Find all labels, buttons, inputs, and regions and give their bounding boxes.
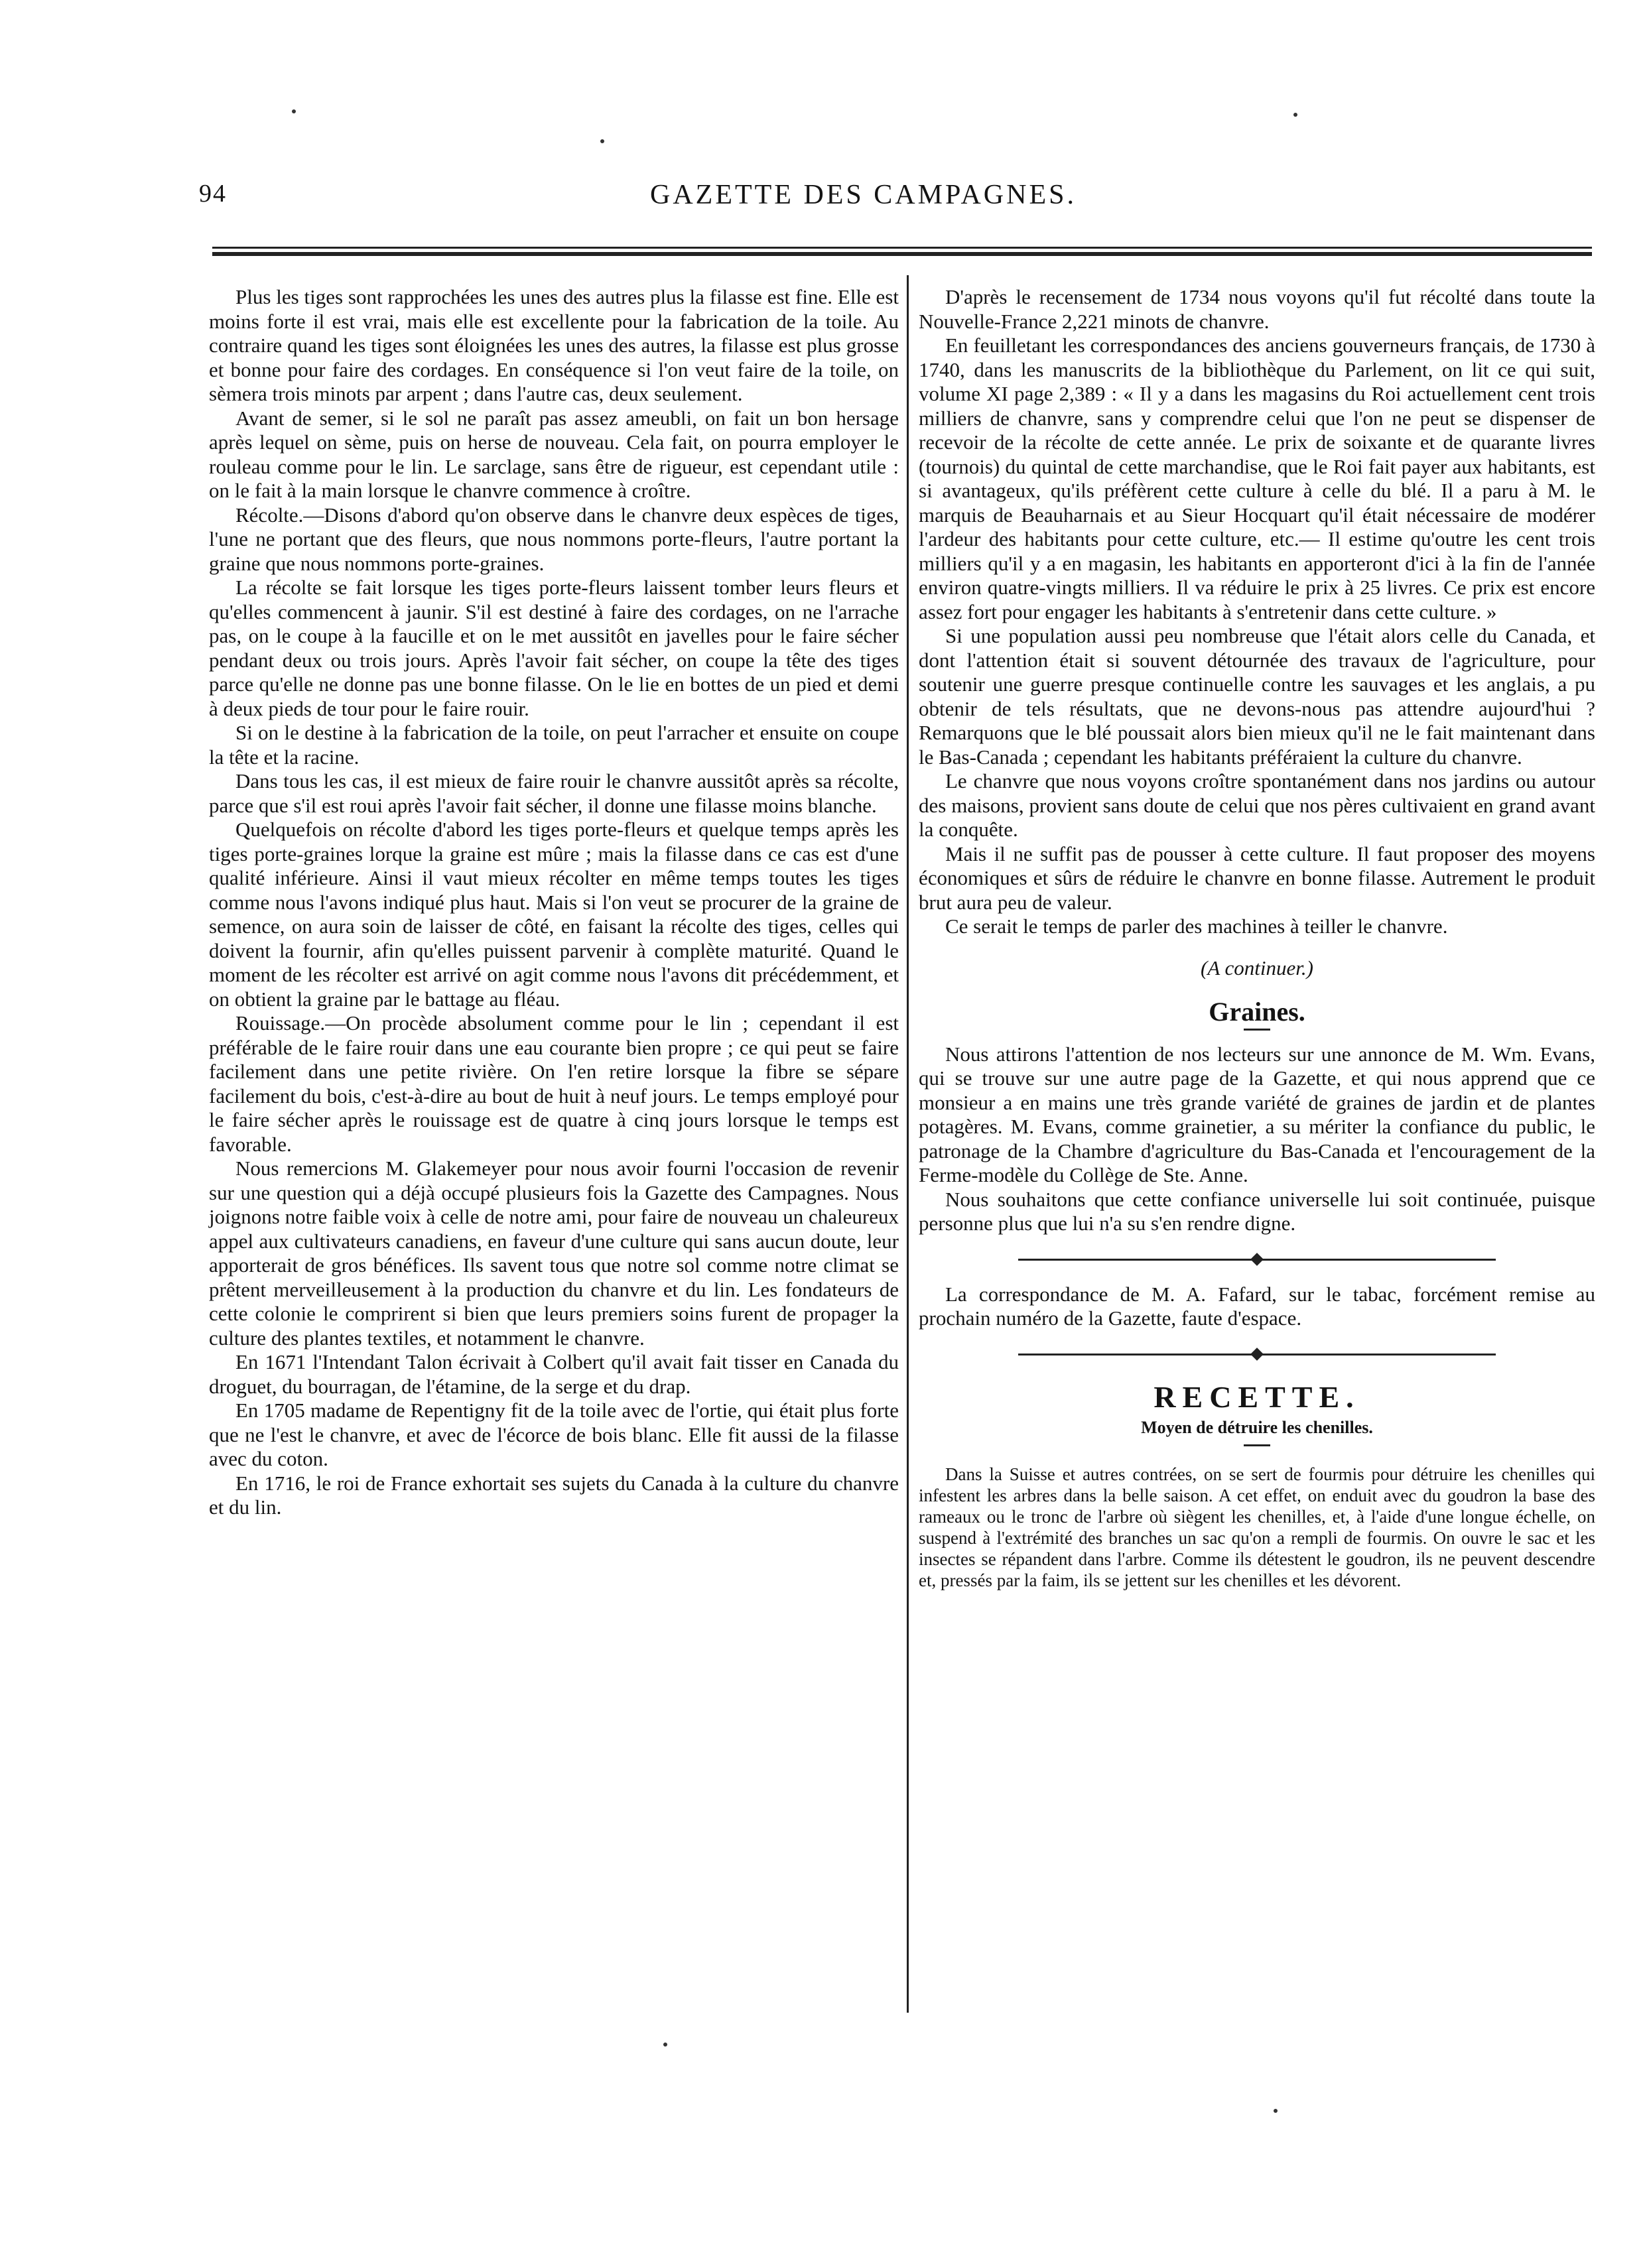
- page-header: [199, 179, 1592, 219]
- paragraph: Si une population aussi peu nombreuse que l'était alors celle du Canada, et dont l'attention était si souvent détournée des travaux de l'agriculture, pour soutenir une guerre presque continuelle contre les sauvages et les anglais, a pu obtenir de tels résultats, que ne devons-nous pas attendre aujourd'hui ? Remarquons que le blé poussait alors bien mieux qu'il ne le fait maintenant dans le Bas-Canada ; cependant les habitants préféraient la culture du chanvre.: [919, 624, 1595, 769]
- section-dash: [1244, 1029, 1270, 1031]
- paragraph: En 1705 madame de Repentigny fit de la toile avec de l'ortie, qui était plus forte que ne l'est le chanvre, et avec de l'écorce de bois blanc. Elle fit aussi de la filasse avec du coton.: [209, 1399, 899, 1470]
- paragraph: Mais il ne suffit pas de pousser à cette culture. Il faut proposer des moyens économiques et sûrs de réduire le chanvre en bonne filasse. Autrement le produit brut aura peu de valeur.: [919, 842, 1595, 914]
- paragraph: D'après le recensement de 1734 nous voyons qu'il fut récolté dans toute la Nouvelle-France 2,221 minots de chanvre.: [919, 285, 1595, 333]
- print-speck: [1274, 2109, 1278, 2113]
- paragraph: Si on le destine à la fabrication de la toile, on peut l'arracher et ensuite on coupe la tête et la racine.: [209, 721, 899, 769]
- print-speck: [600, 139, 604, 143]
- paragraph: Avant de semer, si le sol ne paraît pas assez ameubli, on fait un bon hersage après lequel on sème, puis on herse de nouveau. Cela fait, on pourra employer le rouleau comme pour le lin. Le sarclage, sans être de rigueur, est cependant utile : on le fait à la main lorsque le chanvre commence à croître.: [209, 406, 899, 502]
- paragraph: Quelquefois on récolte d'abord les tiges porte-fleurs et quelque temps après les tiges porte-graines lorque la graine est mûre ; mais la filasse dans ce cas est d'une qualité inférieure. Ainsi il vaut mieux récolter en même temps toutes les tiges comme nous l'avons indiqué plus haut. Mais si l'on veut se procurer de la graine de semence, on aura soin de laisser de côté, en faisant la récolte des tiges, celles qui doivent la fournir, afin qu'elles puissent parvenir à complète maturité. Quand le moment de les récolter est arrivé on agit comme nous l'avons dit précédemment, et on obtient la graine par le battage au fléau.: [209, 818, 899, 1011]
- paragraph: Nous attirons l'attention de nos lecteurs sur une annonce de M. Wm. Evans, qui se trouve sur une autre page de la Gazette, et qui nous apprend que ce monsieur a en mains une très grande variété de graines de jardin et de plantes potagères. M. Evans, comme grainetier, a su mériter la confiance du public, le patronage de la Chambre d'agriculture du Bas-Canada et l'encouragement de la Ferme-modèle du Collège de Ste. Anne.: [919, 1042, 1595, 1186]
- graines-heading: Graines.: [1209, 997, 1305, 1027]
- paragraph: La récolte se fait lorsque les tiges porte-fleurs laissent tomber leurs fleurs et qu'elles commencent à jaunir. S'il est destiné à faire des cordages, on ne l'arrache pas, on le coupe à la faucille et on le met aussitôt en javelles pour le faire sécher pendant deux ou trois jours. Après l'avoir fait sécher, on coupe la tête des tiges parce qu'elle ne donne pas une bonne filasse. On le lie en bottes de un pied et demi à deux pieds de tour pour le faire rouir.: [209, 576, 899, 720]
- right-column: [919, 285, 1595, 1591]
- ornamental-divider: [919, 1249, 1595, 1269]
- paragraph: Récolte.—Disons d'abord qu'on observe dans le chanvre deux espèces de tiges, l'une ne portant que des fleurs, que nous nommons porte-fleurs, l'autre portant la graine que nous nommons porte-graines.: [209, 503, 899, 575]
- paragraph: En feuilletant les correspondances des anciens gouverneurs français, de 1730 à 1740, dans les manuscrits de la bibliothèque du Parlement, on lit ce qui suit, volume XI page 2,389 : « Il y a dans les magasins du Roi actuellement cent trois milliers de chanvre, sans y comprendre celui que l'on ne peut se dispenser de recevoir de la récolte de cette année. Le prix de soixante et de quarante livres (tournois) du quintal de cette marchandise, que le Roi fait payer aux habitants, est si avantageux, qu'ils préfèrent cette culture à celle du blé. Il a paru à M. le marquis de Beauharnais et au Sieur Hocquart qu'il était nécessaire de modérer l'ardeur des habitants pour cette culture, etc.— Il estime qu'outre les cent trois milliers qu'il y a en magasin, les habitants en apporteront d'ici à la fin de l'année environ quatre-vingts milliers. Il va réduire le prix à 25 livres. Ce prix est encore assez fort pour engager les habitants à s'entretenir dans cette culture. »: [919, 334, 1595, 623]
- recette-body: Dans la Suisse et autres contrées, on se sert de fourmis pour détruire les chenilles qui infestent les arbres dans la belle saison. A cet effet, on enduit avec du goudron la base des rameaux ou le tronc de l'arbre où siègent les chenilles, et, à l'aide d'une longue échelle, on suspend à l'extrémité des branches un sac qu'on a rempli de fourmis. On ouvre le sac et les insectes se répandent dans l'arbre. Comme ils détestent le goudron, ils ne peuvent descendre et, pressés par la faim, ils se jettent sur les chenilles et les dévorent.: [919, 1464, 1595, 1590]
- paragraph: En 1716, le roi de France exhortait ses sujets du Canada à la culture du chanvre et du lin.: [209, 1471, 899, 1519]
- paragraph: Plus les tiges sont rapprochées les unes des autres plus la filasse est fine. Elle est moins forte il est vrai, mais elle est excellente pour la fabrication de la toile. Au contraire quand les tiges sont éloignées les unes des autres, la filasse est plus grosse et bonne pour faire des cordages. En conséquence si l'on veut faire de la toile, on sèmera trois minots par arpent ; dans l'autre cas, deux seulement.: [209, 285, 899, 405]
- paragraph: Dans tous les cas, il est mieux de faire rouir le chanvre aussitôt après sa récolte, parce que s'il est roui après l'avoir fait sécher, il donne une filasse moins blanche.: [209, 769, 899, 817]
- header-rule-thick: [212, 252, 1592, 256]
- recette-subheading: Moyen de détruire les chenilles.: [1141, 1418, 1373, 1437]
- paragraph: Nous remercions M. Glakemeyer pour nous avoir fourni l'occasion de revenir sur une question qui a déjà occupé plusieurs fois la Gazette des Campagnes. Nous joignons notre faible voix à celle de notre ami, pour faire de nouveau un chaleureux appel aux cultivateurs canadiens, en faveur d'une culture qui sans aucun doute, leur apporterait de gros bénéfices. Ils savent tous que notre sol comme notre climat se prêtent merveilleusement à la production du chanvre et du lin. Les fondateurs de cette colonie le comprirent si bien que leurs premiers soins furent de propager la culture des plantes textiles, et notamment le chanvre.: [209, 1157, 899, 1350]
- to-be-continued: (A continuer.): [1201, 956, 1313, 979]
- recette-heading: RECETTE.: [1153, 1379, 1360, 1414]
- paragraph: Le chanvre que nous voyons croître spontanément dans nos jardins ou autour des maisons, provient sans doute de celui que nos pères cultivaient en grand avant la conquête.: [919, 769, 1595, 841]
- paragraph: En 1671 l'Intendant Talon écrivait à Colbert qu'il avait fait tisser en Canada du droguet, du bourragan, de l'étamine, de la serge et du drap.: [209, 1350, 899, 1398]
- print-speck: [663, 2043, 667, 2047]
- paragraph: Ce serait le temps de parler des machines à teiller le chanvre.: [945, 914, 1448, 938]
- paragraph: Nous souhaitons que cette confiance universelle lui soit continuée, puisque personne plus que lui n'a su s'en rendre digne.: [919, 1187, 1595, 1235]
- page-number: 94: [199, 180, 227, 208]
- column-divider: [907, 275, 909, 2013]
- left-column: [209, 285, 899, 1520]
- print-speck: [292, 109, 296, 113]
- ornamental-divider: [919, 1344, 1595, 1364]
- paragraph: Rouissage.—On procède absolument comme pour le lin ; cependant il est préférable de le faire rouir dans une eau courante bien propre ; ce qui peut se faire facilement dans une petite rivière. On l'en retire lorsque la fibre se sépare facilement du bois, c'est-à-dire au bout de huit à neuf jours. Le temps employé pour le faire sécher après le rouissage est de quatre à cinq jours lorsque le temps est favorable.: [209, 1011, 899, 1156]
- print-speck: [1293, 113, 1297, 117]
- page-title: GAZETTE DES CAMPAGNES.: [650, 180, 1077, 210]
- notice-paragraph: La correspondance de M. A. Fafard, sur le tabac, forcément remise au prochain numéro de la Gazette, faute d'espace.: [919, 1282, 1595, 1330]
- section-dash: [1244, 1444, 1270, 1446]
- header-rule-thin: [212, 247, 1592, 249]
